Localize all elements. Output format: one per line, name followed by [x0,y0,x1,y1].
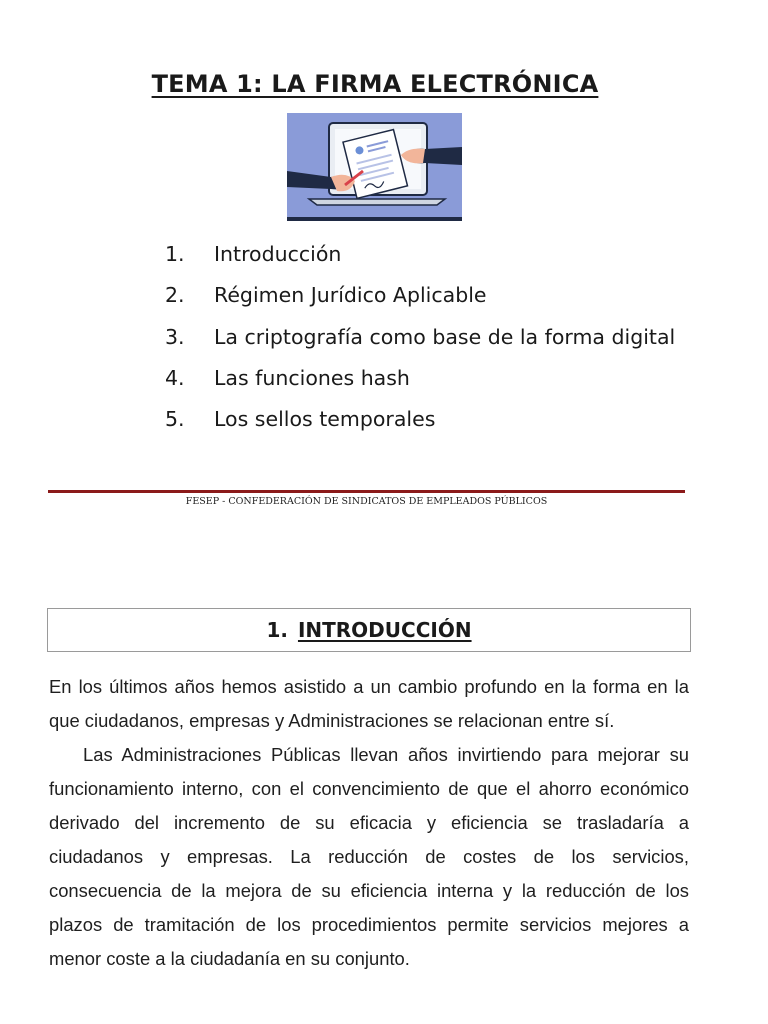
footer-divider [48,490,685,493]
table-of-contents [165,238,675,444]
page-footer: FESEP - CONFEDERACIÓN DE SINDICATOS DE EMPLEADOS PÚBLICOS [185,496,548,507]
toc-item: 4. Las funciones hash [165,365,410,390]
toc-item: 3. La criptografía como base de la forma digital [165,324,676,349]
paragraph: Las Administraciones Públicas llevan años invirtiendo para mejorar su funcionamiento interno, con el convencimiento de que el ahorro económico derivado del incremento de su eficacia y eficiencia se trasladaría a ciudadanos y empresas. La reducción de costes de los servicios, consecuencia de la mejora de su eficiencia interna y la reducción de los plazos de tramitación de los procedimientos permite servicios mejores a menor coste a la ciudadanía en su conjunto. [49,744,689,969]
toc-item: 5. Los sellos temporales [165,407,436,432]
section-heading: 1. INTRODUCCIÓN [266,618,472,642]
section-heading-box [47,608,691,652]
toc-item: 1. Introducción [165,242,342,266]
section-body [49,670,689,976]
laptop-signing-document-icon [287,113,462,221]
toc-item: 2. Régimen Jurídico Aplicable [165,283,487,308]
page-title: TEMA 1: LA FIRMA ELECTRÓNICA [151,70,599,98]
paragraph: En los últimos años hemos asistido a un cambio profundo en la forma en la que ciudadanos, empresas y Administraciones se relacionan entre sí. [49,676,689,731]
